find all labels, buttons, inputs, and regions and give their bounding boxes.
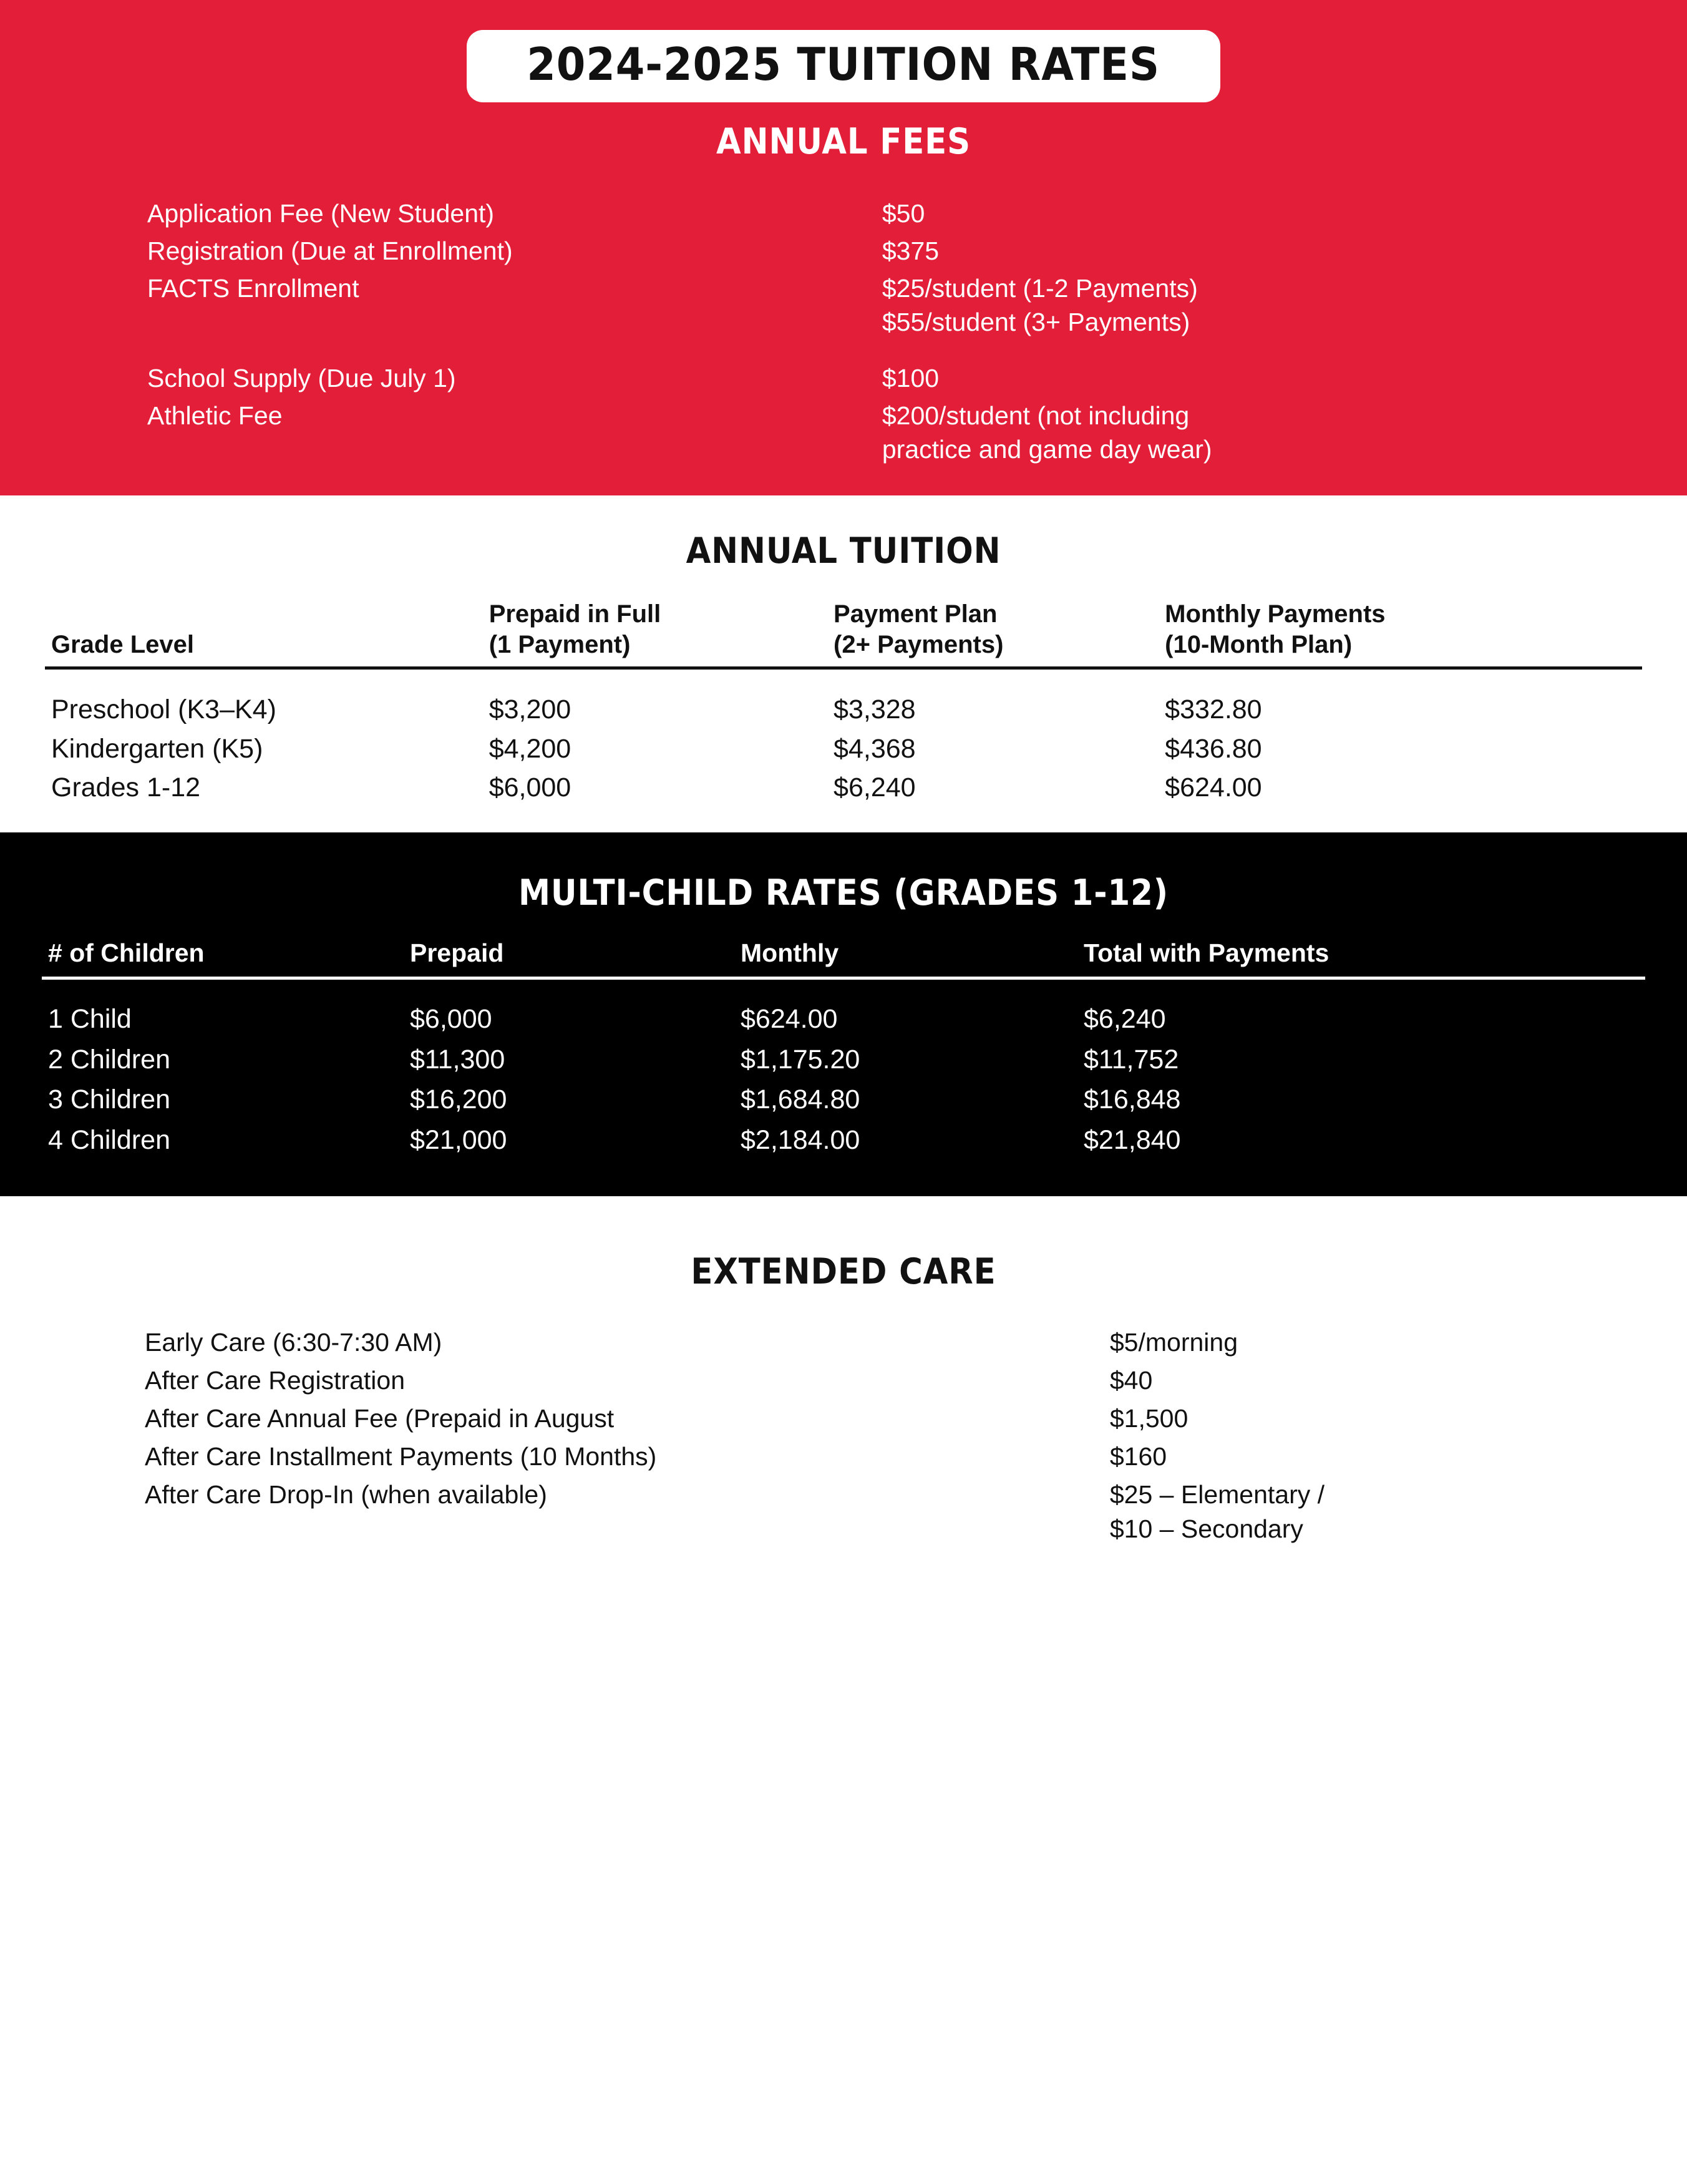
extended-care-label: Early Care (6:30-7:30 AM) [145,1328,442,1357]
cell-payment-plan: $6,240 [834,773,916,803]
cell-children: 4 Children [48,1124,170,1155]
table-row [42,978,1645,1040]
column-header-line1: Grade Level [51,631,195,659]
column-header-line2: (10-Month Plan) [1165,631,1353,659]
fee-label: School Supply (Due July 1) [147,364,456,393]
column-header-number-of-children: # of Children [48,938,205,968]
annual-fees-table [145,195,1542,469]
extended-care-label: After Care Drop-In (when available) [145,1480,547,1509]
title-badge [467,30,1220,102]
fee-value-line2: practice and game day wear) [882,435,1212,464]
column-header-monthly: Monthly [741,938,839,968]
extended-care-value [1110,1438,1548,1476]
multi-child-table [42,938,1645,1160]
annual-tuition-table [45,599,1642,807]
cell-prepaid: $6,000 [410,1004,492,1035]
cell-children: 1 Child [48,1004,132,1035]
cell-monthly: $1,684.80 [741,1085,860,1115]
cell-children: 3 Children [48,1085,170,1115]
extended-care-value-line1: $160 [1109,1441,1167,1471]
column-header-grade-level [45,599,489,668]
fee-value-line1: $100 [882,364,940,393]
fee-label: FACTS Enrollment [147,273,359,303]
cell-grade: Grades 1-12 [51,773,201,803]
cell-total: $11,752 [1084,1044,1179,1075]
page-title: 2024-2025 TUITION RATES [527,38,1160,90]
cell-prepaid: $21,000 [410,1124,507,1155]
fee-value [882,359,1542,397]
cell-grade: Preschool (K3–K4) [51,694,276,724]
cell-monthly: $332.80 [1165,694,1262,724]
cell-total: $16,848 [1084,1085,1181,1115]
fee-value-line1: $25/student (1-2 Payments) [882,273,1198,303]
fee-label: Application Fee (New Student) [147,198,495,228]
annual-tuition-heading: ANNUAL TUITION [686,530,1001,572]
cell-total: $21,840 [1084,1124,1181,1155]
extended-care-value-line1: $25 – Elementary / [1109,1480,1325,1509]
column-header-line2: (1 Payment) [489,631,631,659]
multi-child-heading: MULTI-CHILD RATES (GRADES 1-12) [518,872,1169,914]
fee-value-line2: $55/student (3+ Payments) [882,307,1190,336]
extended-care-value-line1: $1,500 [1109,1403,1189,1433]
fee-value-line1: $50 [882,198,925,228]
cell-grade: Kindergarten (K5) [51,733,263,764]
table-row [45,768,1642,807]
cell-children: 2 Children [48,1044,170,1075]
column-header-line1: Monthly Payments [1165,600,1386,628]
extended-care-section [0,1196,1687,1573]
column-header-total-with-payments: Total with Payments [1084,938,1330,968]
table-row [42,1120,1645,1160]
column-header-line2: (2+ Payments) [834,631,1004,659]
cell-monthly: $1,175.20 [741,1044,860,1075]
cell-prepaid: $11,300 [410,1044,505,1075]
cell-payment-plan: $3,328 [834,694,916,724]
extended-care-label: After Care Registration [145,1366,406,1395]
extended-care-value-line1: $40 [1109,1366,1153,1395]
table-row [145,359,1542,397]
extended-care-value-line1: $5/morning [1109,1328,1238,1357]
annual-fees-section [0,0,1687,495]
cell-prepaid: $3,200 [489,694,571,724]
table-row [145,195,1542,232]
title-badge-container [0,0,1687,102]
multi-child-rates-section [0,832,1687,1196]
table-row [45,729,1642,769]
column-header-line1: Payment Plan [834,600,998,628]
table-row [42,1080,1645,1119]
fee-value-line1: $200/student (not including [882,401,1190,431]
extended-care-label: After Care Annual Fee (Prepaid in August [145,1403,615,1433]
column-header-payment-plan [834,599,1165,668]
table-header-row [45,599,1642,668]
extended-care-value [1110,1476,1548,1548]
cell-prepaid: $4,200 [489,733,571,764]
cell-monthly: $624.00 [741,1004,838,1035]
table-row [139,1438,1548,1476]
fee-value [882,232,1542,270]
cell-monthly: $2,184.00 [741,1124,860,1155]
column-header-monthly-payments [1165,599,1642,668]
table-row [45,668,1642,729]
table-row [139,1324,1548,1362]
extended-care-value [1110,1324,1548,1362]
cell-monthly: $436.80 [1165,733,1262,764]
extended-care-table [139,1324,1548,1548]
cell-total: $6,240 [1084,1004,1166,1035]
column-header-line1: Prepaid in Full [489,600,661,628]
fee-value [882,195,1542,232]
table-header-row [42,938,1645,978]
table-row [145,232,1542,270]
table-row [145,397,1542,468]
table-row [139,1362,1548,1400]
extended-care-value-line2: $10 – Secondary [1109,1514,1303,1543]
fee-value [882,270,1542,341]
table-row [42,1040,1645,1080]
extended-care-heading: EXTENDED CARE [691,1251,996,1293]
cell-monthly: $624.00 [1165,773,1262,803]
cell-prepaid: $16,200 [410,1085,507,1115]
extended-care-value [1110,1400,1548,1438]
fee-label: Registration (Due at Enrollment) [147,236,513,265]
extended-care-label: After Care Installment Payments (10 Months) [145,1441,657,1471]
table-row [139,1476,1548,1548]
cell-prepaid: $6,000 [489,773,571,803]
column-header-prepaid [489,599,834,668]
extended-care-value [1110,1362,1548,1400]
table-row [145,270,1542,341]
column-header-prepaid: Prepaid [410,938,504,968]
annual-tuition-section [0,495,1687,832]
table-row [139,1400,1548,1438]
fee-label: Athletic Fee [147,401,283,431]
fee-value [882,397,1542,468]
annual-fees-heading: ANNUAL FEES [716,120,971,162]
cell-payment-plan: $4,368 [834,733,916,764]
fee-value-line1: $375 [882,236,940,265]
